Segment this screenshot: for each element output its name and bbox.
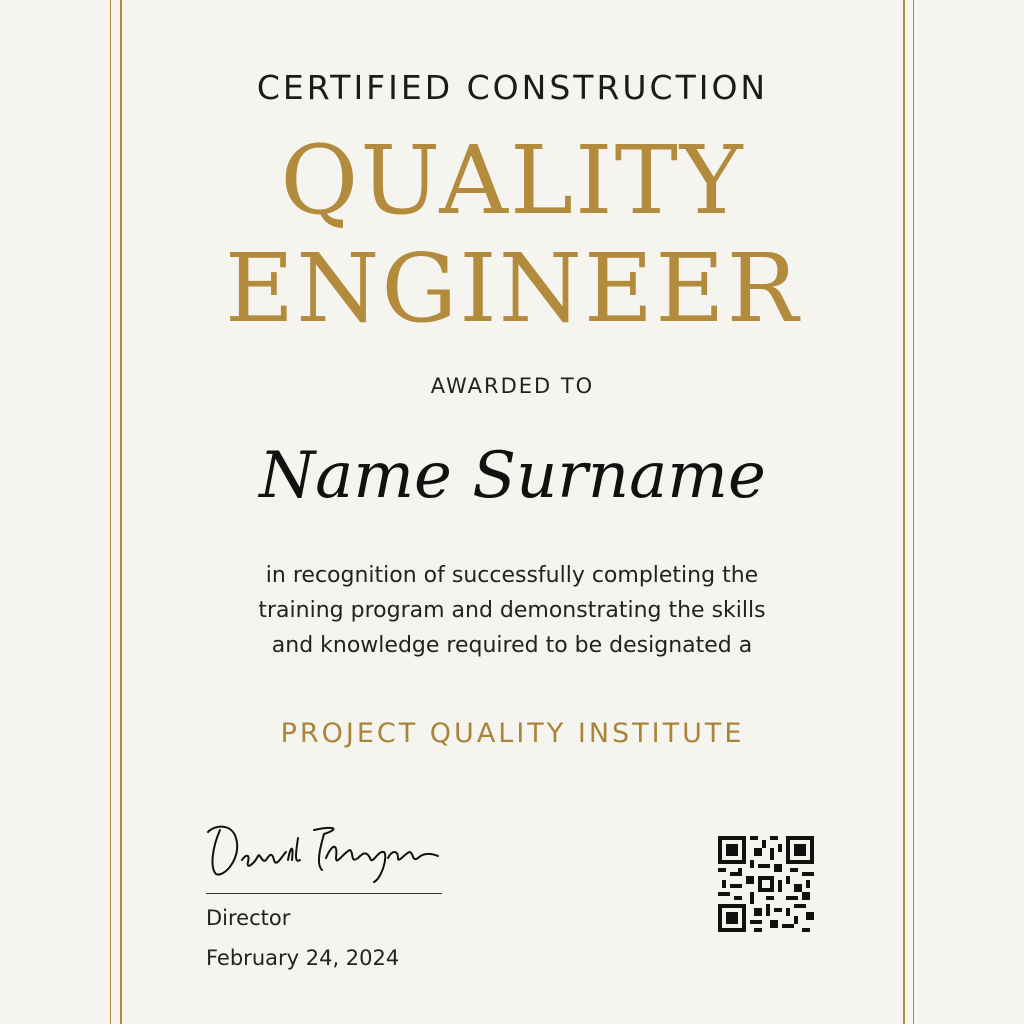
- recognition-line: training program and demonstrating the skills: [258, 598, 766, 623]
- border-rule-left-outer: [110, 0, 111, 1024]
- awarded-label: AWARDED TO: [430, 374, 595, 398]
- recognition-text: [212, 558, 812, 663]
- recognition-line: and knowledge required to be designated a: [271, 633, 753, 658]
- recipient-name: Name Surname: [259, 439, 766, 513]
- signature-line: [206, 893, 442, 894]
- certificate-kicker: CERTIFIED CONSTRUCTION: [256, 68, 769, 107]
- title-line-2: ENGINEER: [224, 234, 801, 344]
- recognition-line: in recognition of successfully completing the: [265, 563, 759, 588]
- border-rule-right-outer: [913, 0, 914, 1024]
- signatory-role: Director: [206, 906, 291, 930]
- title-line-1: QUALITY: [280, 126, 745, 236]
- issue-date: February 24, 2024: [206, 946, 400, 970]
- handwritten-signature: [202, 808, 447, 888]
- qr-code-icon: [718, 836, 814, 932]
- organization-name: PROJECT QUALITY INSTITUTE: [280, 718, 745, 749]
- border-rule-right-inner: [903, 0, 905, 1024]
